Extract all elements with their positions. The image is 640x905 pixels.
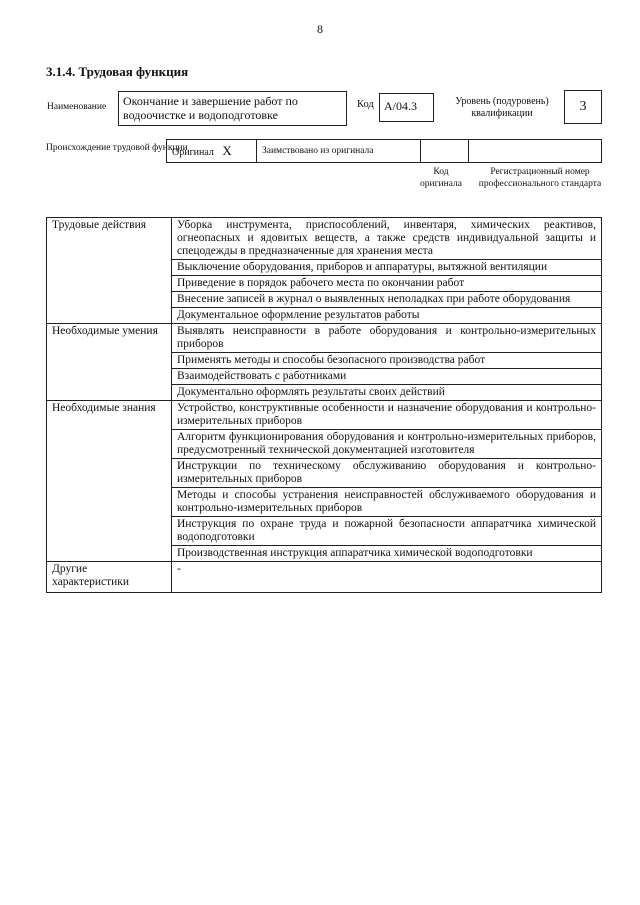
list-item: Выявлять неисправности в работе оборудования и контрольно-измерительных приборов: [172, 324, 602, 353]
table-row: [47, 324, 602, 353]
reg-number-label: Регистрационный номер профессионального стандарта: [478, 167, 602, 189]
borrowed-cell: Заимствовано из оригинала: [257, 140, 421, 162]
category-cell: Трудовые действия: [47, 218, 172, 324]
list-item: Приведение в порядок рабочего места по окончании работ: [172, 276, 602, 292]
name-label: Наименование: [47, 102, 107, 112]
function-details-table: [46, 217, 602, 593]
category-cell: Необходимые умения: [47, 324, 172, 401]
list-item: Применять методы и способы безопасного производства работ: [172, 353, 602, 369]
reg-number-cell: [469, 140, 603, 162]
list-item: Взаимодействовать с работниками: [172, 369, 602, 385]
original-label: Оригинал: [172, 147, 214, 158]
list-item: Инструкции по техническому обслуживанию оборудования и контрольно-измерительных приборов: [172, 459, 602, 488]
original-cell: [167, 140, 257, 162]
code-label: Код: [357, 99, 374, 110]
original-mark: X: [222, 143, 232, 158]
function-name-field: Окончание и завершение работ по водоочистке и водоподготовке: [118, 91, 347, 126]
qualification-level-field: 3: [564, 90, 602, 124]
code-original-label: Код оригинала: [420, 167, 462, 189]
category-cell: Необходимые знания: [47, 401, 172, 562]
page-number: 8: [317, 22, 323, 36]
list-item: Инструкция по охране труда и пожарной безопасности аппаратчика химической водоподготовки: [172, 517, 602, 546]
table-row: [47, 401, 602, 430]
origin-row: [166, 139, 602, 163]
list-item: Документальное оформление результатов работы: [172, 308, 602, 324]
table-row: [47, 218, 602, 260]
list-item: Выключение оборудования, приборов и аппаратуры, вытяжной вентиляции: [172, 260, 602, 276]
list-item: Алгоритм функционирования оборудования и контрольно-измерительных приборов, предусмотренный технической документацией изготовителя: [172, 430, 602, 459]
section-title: 3.1.4. Трудовая функция: [46, 64, 189, 79]
list-item: -: [172, 562, 602, 593]
list-item: Производственная инструкция аппаратчика химической водоподготовки: [172, 546, 602, 562]
list-item: Документально оформлять результаты своих действий: [172, 385, 602, 401]
code-original-cell: [421, 140, 469, 162]
table-row: [47, 562, 602, 593]
qualification-level-label: Уровень (подуровень) квалификации: [455, 96, 549, 119]
function-code-field: А/04.3: [379, 93, 434, 122]
list-item: Внесение записей в журнал о выявленных неполадках при работе оборудования: [172, 292, 602, 308]
origin-label: Происхождение трудовой функции: [46, 143, 188, 153]
category-cell: Другие характеристики: [47, 562, 172, 593]
list-item: Устройство, конструктивные особенности и назначение оборудования и контрольно-измерительных приборов: [172, 401, 602, 430]
list-item: Методы и способы устранения неисправностей обслуживаемого оборудования и контрольно-измерительных приборов: [172, 488, 602, 517]
list-item: Уборка инструмента, приспособлений, инвентаря, химических реактивов, огнеопасных и ядовитых веществ, а также средств индивидуальной защиты и спецодежды в предназначенные для хранения места: [172, 218, 602, 260]
